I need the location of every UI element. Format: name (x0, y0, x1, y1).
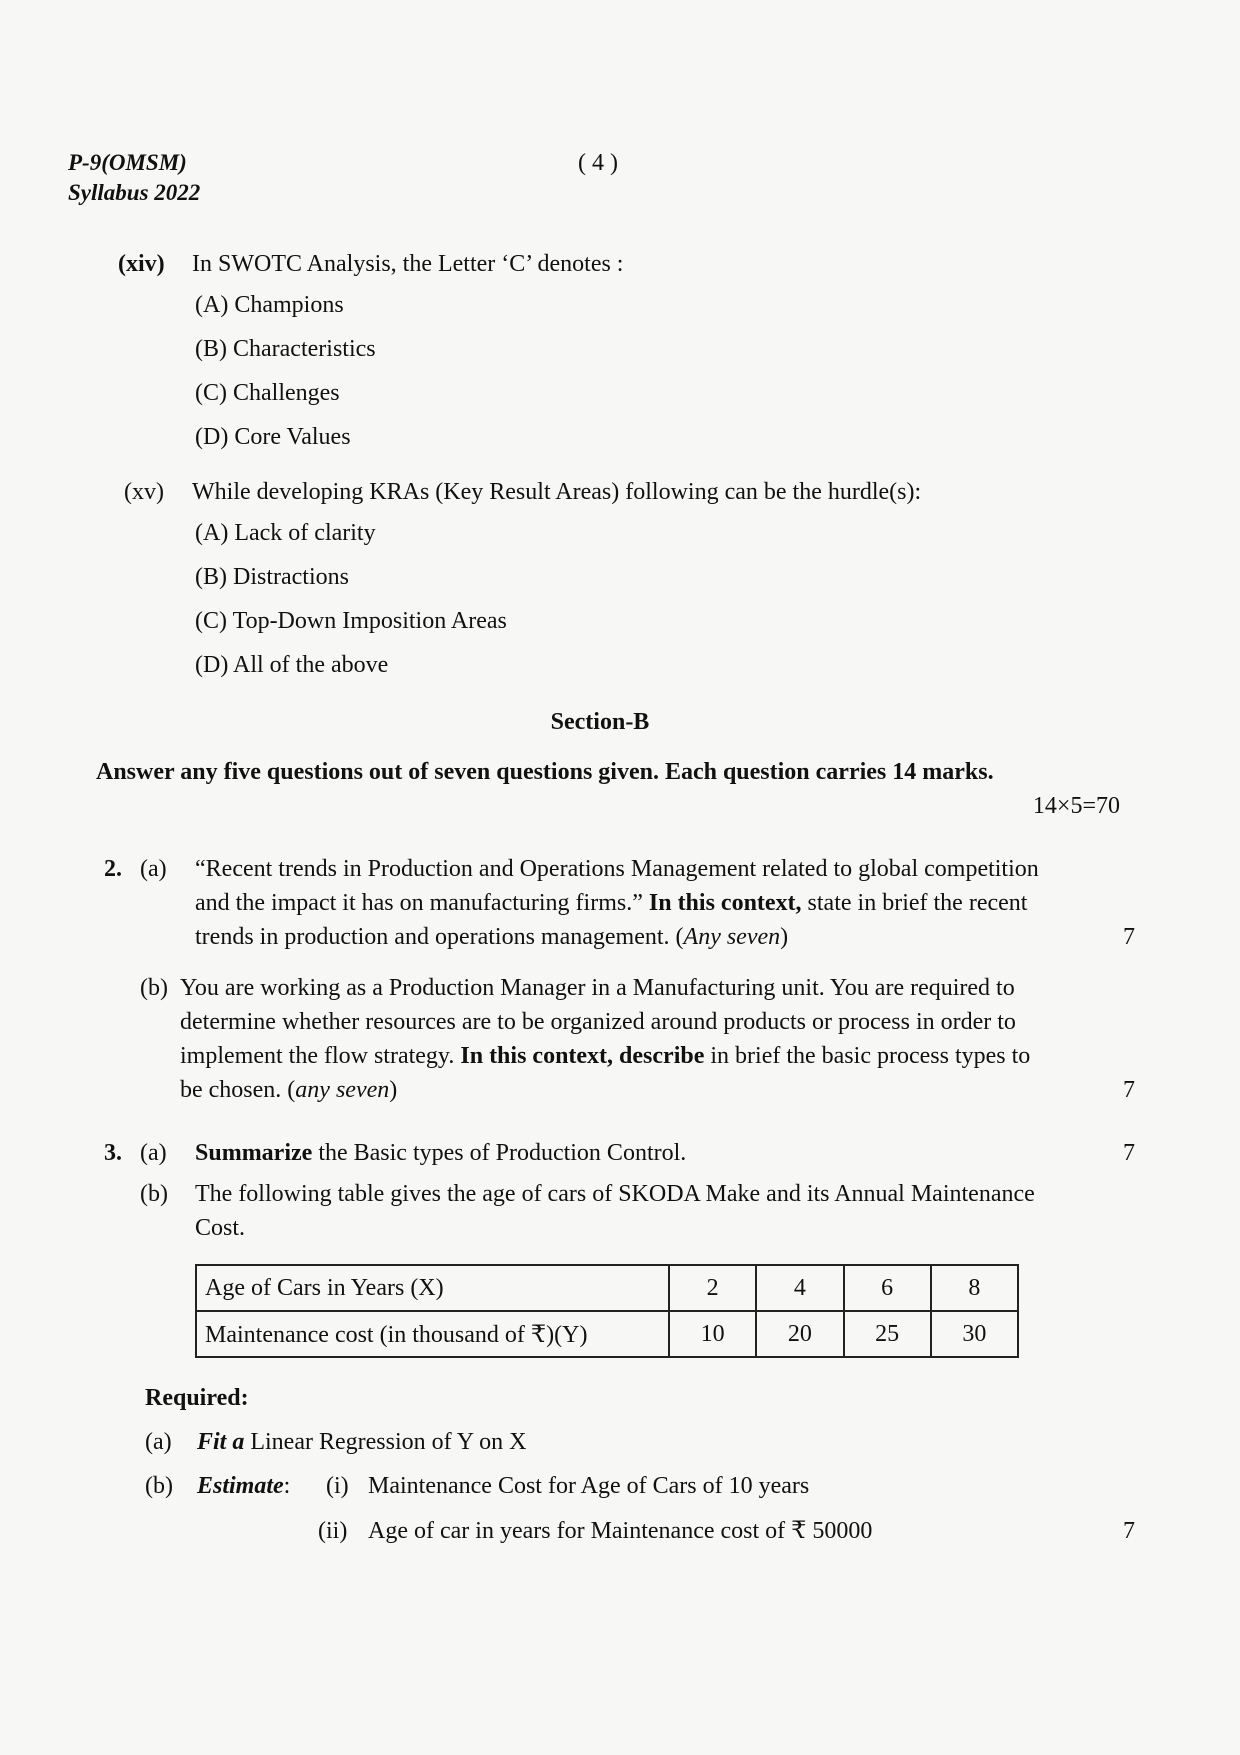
question-2b-label: (b) (140, 975, 168, 1001)
table-cell: 6 (844, 1265, 931, 1311)
table-row (196, 1311, 1018, 1357)
question-3b-text: The following table gives the age of cars of SKODA Make and its Annual Maintenance Cost. (195, 1181, 1035, 1241)
question-3b-label: (b) (140, 1181, 168, 1207)
question-xv-number: (xv) (124, 479, 164, 505)
option-b: (B) Characteristics (195, 336, 376, 362)
required-a-label: (a) (145, 1429, 172, 1455)
option-d: (D) All of the above (195, 652, 389, 678)
required-b-ii-text: Age of car in years for Maintenance cost of ₹ 50000 (368, 1518, 873, 1544)
question-3a-text: Summarize the Basic types of Production Control. (195, 1140, 687, 1166)
question-xv-text: While developing KRAs (Key Result Areas) following can be the hurdle(s): (192, 479, 922, 505)
section-instruction: Answer any five questions out of seven questions given. Each question carries 14 marks. (96, 759, 994, 785)
required-b-heading: Estimate: (197, 1473, 291, 1499)
section-title: Section-B (550, 709, 650, 735)
required-b-ii-label: (ii) (318, 1518, 348, 1544)
question-xiv-text: In SWOTC Analysis, the Letter ‘C’ denotes : (192, 251, 624, 277)
question-3-number: 3. (104, 1140, 122, 1166)
required-a-text: Fit a Linear Regression of Y on X (197, 1429, 527, 1455)
paper-code: P-9(OMSM) (68, 150, 187, 175)
option-b: (B) Distractions (195, 564, 349, 590)
table-cell: 30 (931, 1311, 1018, 1357)
question-2b-text: You are working as a Production Manager in a Manufacturing unit. You are required to determine whether resources are to be organized around products or process in order to implement the flow strategy. In this context, describe in brief the basic process types to be chosen. (any seven) (180, 975, 1031, 1103)
page-number: ( 4 ) (578, 150, 618, 176)
question-2-number: 2. (104, 856, 122, 882)
option-d: (D) Core Values (195, 424, 351, 450)
question-xv-options (195, 516, 507, 692)
table-cell: 25 (844, 1311, 931, 1357)
question-xiv-number: (xiv) (118, 251, 165, 277)
section-total-marks: 14×5=70 (1032, 793, 1120, 819)
table-cell: 10 (669, 1311, 756, 1357)
option-c: (C) Top-Down Imposition Areas (195, 608, 507, 634)
required-b-i-label: (i) (326, 1473, 349, 1499)
question-2a-text: “Recent trends in Production and Operations Management related to global competition and the impact it has on manufacturing firms.” In this context, state in brief the recent trends in production and operations management. (Any seven) (195, 856, 1039, 950)
question-xiv-options (195, 288, 376, 464)
question-2a-marks: 7 (1123, 924, 1135, 950)
data-table (195, 1264, 1019, 1358)
table-cell: 4 (756, 1265, 843, 1311)
table-cell-label: Age of Cars in Years (X) (196, 1265, 669, 1311)
required-heading: Required: (145, 1385, 249, 1411)
table-cell: 20 (756, 1311, 843, 1357)
table-cell-label: Maintenance cost (in thousand of ₹)(Y) (196, 1311, 669, 1357)
option-c: (C) Challenges (195, 380, 340, 406)
required-b-i-text: Maintenance Cost for Age of Cars of 10 years (368, 1473, 810, 1499)
table-row (196, 1265, 1018, 1311)
table-cell: 2 (669, 1265, 756, 1311)
question-2a-label: (a) (140, 856, 167, 882)
question-2b-marks: 7 (1123, 1077, 1135, 1103)
table-cell: 8 (931, 1265, 1018, 1311)
option-a: (A) Lack of clarity (195, 520, 376, 546)
question-3b-marks: 7 (1123, 1518, 1135, 1544)
required-b-label: (b) (145, 1473, 173, 1499)
question-3a-marks: 7 (1123, 1140, 1135, 1166)
option-a: (A) Champions (195, 292, 344, 318)
syllabus-year: Syllabus 2022 (68, 180, 201, 205)
question-3a-label: (a) (140, 1140, 167, 1166)
